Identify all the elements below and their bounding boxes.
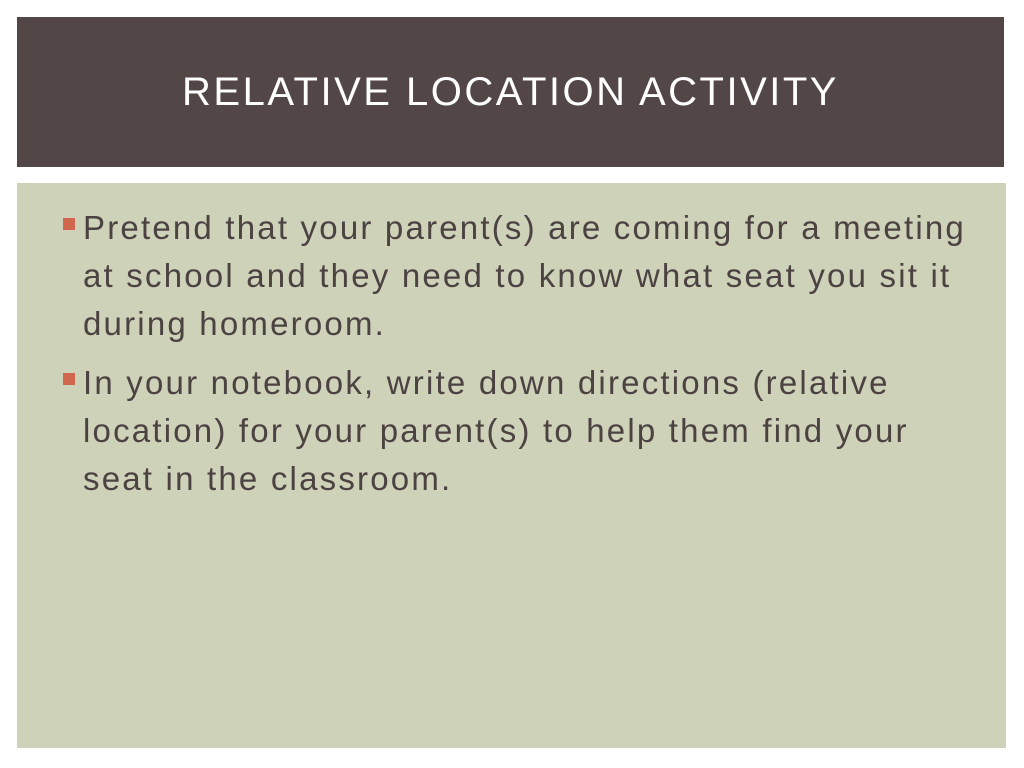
content-box <box>17 183 1006 748</box>
slide-title: RELATIVE LOCATION ACTIVITY <box>182 69 839 114</box>
title-bar <box>17 17 1004 167</box>
square-bullet-icon <box>63 373 75 385</box>
bullet-item <box>83 204 983 348</box>
bullet-list <box>83 204 983 514</box>
bullet-text: Pretend that your parent(s) are coming for a meeting at school and they need to know what seat you sit it during homeroom. <box>83 209 966 342</box>
square-bullet-icon <box>63 218 75 230</box>
bullet-text: In your notebook, write down directions (relative location) for your parent(s) to help them find your seat in the classroom. <box>83 364 909 497</box>
bullet-item <box>83 359 983 503</box>
